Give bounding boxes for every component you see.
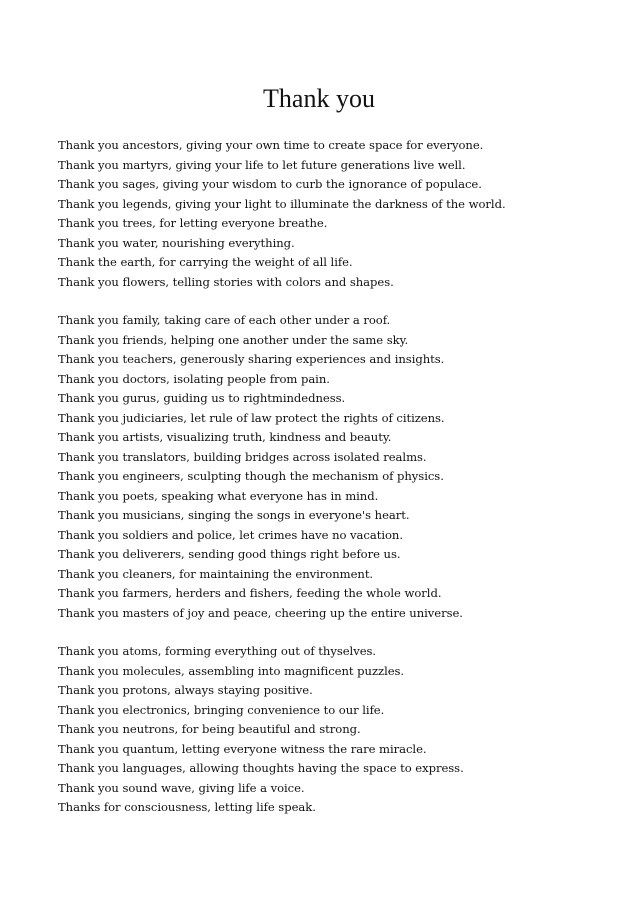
stanza-1 [58, 136, 618, 292]
poem-line: Thank you martyrs, giving your life to let future generations live well. [58, 157, 466, 172]
poem-line: Thank you sound wave, giving life a voice. [58, 780, 305, 795]
poem-line: Thank you teachers, generously sharing experiences and insights. [58, 352, 445, 366]
poem-line: Thank you farmers, herders and fishers, feeding the whole world. [58, 586, 442, 600]
poem-line: Thank you ancestors, giving your own time to create space for everyone. [58, 138, 484, 152]
poem-line: Thank you family, taking care of each other under a roof. [58, 313, 391, 327]
poem-line: Thank you poets, speaking what everyone has in mind. [58, 488, 379, 503]
stanza-2 [58, 311, 618, 623]
poem-line: Thank you friends, helping one another under the same sky. [58, 332, 409, 347]
poem-line: Thank you neutrons, for being beautiful and strong. [58, 722, 361, 736]
poem-line: Thank you flowers, telling stories with colors and shapes. [58, 274, 394, 289]
stanza-3 [58, 642, 618, 818]
poem-line: Thanks for consciousness, letting life speak. [58, 800, 316, 814]
poem-body [58, 136, 618, 837]
page-title: Thank you [263, 84, 375, 113]
poem-line: Thank you gurus, guiding us to rightmindedness. [58, 391, 346, 405]
poem-line: Thank you languages, allowing thoughts having the space to express. [58, 761, 464, 775]
poem-line: Thank you protons, always staying positive. [58, 683, 313, 697]
poem-line: Thank you trees, for letting everyone breathe. [58, 216, 328, 230]
poem-line: Thank you atoms, forming everything out of thyselves. [58, 644, 377, 658]
poem-line: Thank you electronics, bringing convenience to our life. [58, 702, 385, 717]
poem-line: Thank you judiciaries, let rule of law protect the rights of citizens. [58, 410, 445, 425]
poem-line: Thank you masters of joy and peace, cheering up the entire universe. [58, 605, 463, 620]
poem-line: Thank you quantum, letting everyone witness the rare miracle. [58, 741, 427, 756]
poem-line: Thank you water, nourishing everything. [58, 235, 295, 250]
poem-line: Thank you cleaners, for maintaining the environment. [58, 566, 374, 581]
poem-line: Thank you molecules, assembling into magnificent puzzles. [58, 663, 405, 678]
poem-line: Thank you legends, giving your light to illuminate the darkness of the world. [58, 196, 506, 211]
poem-line: Thank you musicians, singing the songs in everyone's heart. [58, 508, 410, 522]
poem-line: Thank you soldiers and police, let crimes have no vacation. [58, 527, 403, 542]
poem-line: Thank you sages, giving your wisdom to curb the ignorance of populace. [58, 177, 482, 191]
poem-line: Thank you engineers, sculpting though the mechanism of physics. [58, 469, 444, 483]
poem-line: Thank the earth, for carrying the weight of all life. [58, 255, 353, 269]
poem-line: Thank you artists, visualizing truth, kindness and beauty. [58, 430, 392, 444]
poem-line: Thank you translators, building bridges across isolated realms. [58, 449, 427, 464]
poem-line: Thank you deliverers, sending good things right before us. [58, 547, 401, 561]
poem-line: Thank you doctors, isolating people from pain. [58, 371, 330, 386]
